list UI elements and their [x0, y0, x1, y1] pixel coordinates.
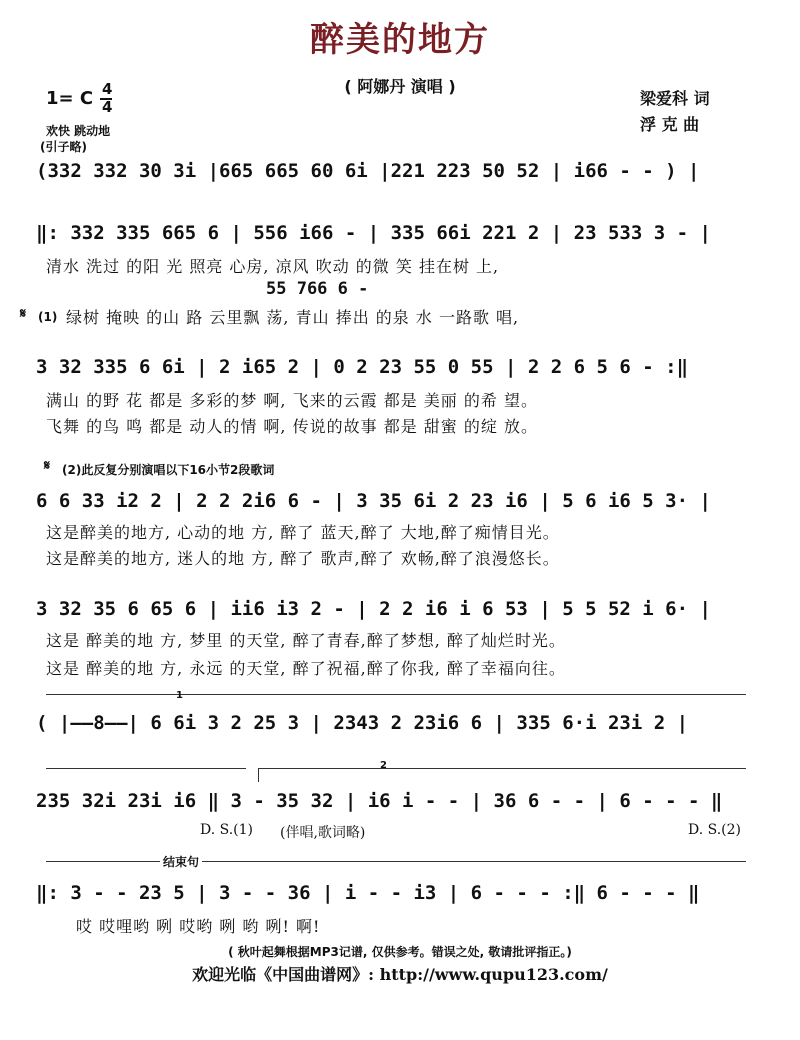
ds-2-marking: D. S.(2) [688, 822, 741, 838]
score-line-ending-alt: 235 32i 23i i6 ‖ 3 - 35 32 | i6 i - - | 36 6 - - | 6 - - - ‖ [36, 790, 723, 812]
repeat-instruction: (2)此反复分别演唱以下16小节2段歌词 [62, 463, 275, 477]
score-line-verse-1: ‖: 332 335 665 6 | 556 i66 - | 335 66i 221 2 | 23 533 3 - | [36, 222, 711, 244]
ending-bracket [46, 861, 746, 862]
composer-credit: 浮 克 曲 [640, 115, 700, 134]
lyric-line-verse-3a: 满山 的野 花 都是 多彩的梦 啊, 飞来的云霞 都是 美丽 的希 望。 [46, 391, 538, 410]
lyric-line-chorus-2a: 这是 醉美的地 方, 梦里 的天堂, 醉了青春,醉了梦想, 醉了灿烂时光。 [46, 631, 566, 650]
transcription-credit: ( 秋叶起舞根据MP3记谱, 仅供参考。错误之处, 敬请批评指正。) [228, 945, 572, 959]
volta-1-number: 1 [176, 690, 183, 701]
accompaniment-note: (伴唱,歌词略) [280, 825, 366, 841]
lyricist-credit: 梁爱科 词 [640, 89, 710, 108]
volta-2-number: 2 [380, 760, 387, 771]
score-line-chorus-1: 6 6 33 i2 2 | 2 2 2i6 6 - | 3 35 6i 2 23 i6 | 5 6 i6 5 3· | [36, 490, 711, 512]
song-title: 醉美的地方 [310, 20, 490, 60]
time-signature-top: 4 [102, 80, 113, 98]
lyric-line-chorus-1b: 这是醉美的地方, 迷人的地 方, 醉了 歌声,醉了 欢畅,醉了浪漫悠长。 [46, 549, 560, 568]
lyric-line-verse-3b: 飞舞 的鸟 鸣 都是 动人的情 啊, 传说的故事 都是 甜蜜 的绽 放。 [46, 417, 538, 436]
volta-2-bracket [258, 768, 746, 769]
website-credit: 欢迎光临《中国曲谱网》: http://www.qupu123.com/ [192, 965, 608, 984]
volta-2-start [258, 768, 259, 782]
ds-1-marking: D. S.(1) [200, 822, 253, 838]
ending-label: 结束句 [160, 853, 202, 870]
lyric-line-verse-1: 清水 洗过 的阳 光 照亮 心房, 凉风 吹动 的微 笑 挂在树 上, [46, 257, 500, 276]
lyric-line-chorus-1a: 这是醉美的地方, 心动的地 方, 醉了 蓝天,醉了 大地,醉了痴情目光。 [46, 523, 560, 542]
time-signature-bottom: 4 [102, 98, 113, 116]
score-line-intro: (332 332 30 3i |665 665 60 6i |221 223 50 52 | i66 - - ) | [36, 160, 700, 182]
score-line-interlude: ( |——8——| 6 6i 3 2 25 3 | 2343 2 23i6 6 | 335 6·i 23i 2 | [36, 712, 689, 734]
lyric-line-verse-2: 绿树 掩映 的山 路 云里飘 荡, 青山 捧出 的泉 水 一路歌 唱, [66, 308, 520, 327]
verse-number: (1) [38, 310, 58, 324]
intro-label: (引子略) [40, 140, 87, 154]
segno-icon: 𝄋 [20, 306, 27, 322]
lyric-line-ending: 哎 哎哩哟 咧 哎哟 咧 哟 咧! 啊! [76, 917, 321, 936]
volta-1-end-bracket [46, 768, 246, 769]
score-line-chorus-2: 3 32 35 6 65 6 | ii6 i3 2 - | 2 2 i6 i 6 53 | 5 5 52 i 6· | [36, 598, 711, 620]
tempo-marking: 欢快 跳动地 [46, 124, 111, 138]
lyric-line-chorus-2b: 这是 醉美的地 方, 永远 的天堂, 醉了祝福,醉了你我, 醉了幸福向往。 [46, 659, 566, 678]
score-line-verse-2: 3 32 335 6 6i | 2 i65 2 | 0 2 23 55 0 55 | 2 2 6 5 6 - :‖ [36, 356, 689, 378]
performer-subtitle: ( 阿娜丹 演唱 ) [344, 77, 456, 96]
segno-icon-2: 𝄋 [44, 458, 51, 474]
score-line-ending: ‖: 3 - - 23 5 | 3 - - 36 | i - - i3 | 6 - - - :‖ 6 - - - ‖ [36, 882, 700, 904]
key-signature: 1= C [46, 88, 94, 109]
volta-1-bracket [46, 694, 746, 695]
alt-notes: 55 766 6 - [266, 279, 369, 299]
